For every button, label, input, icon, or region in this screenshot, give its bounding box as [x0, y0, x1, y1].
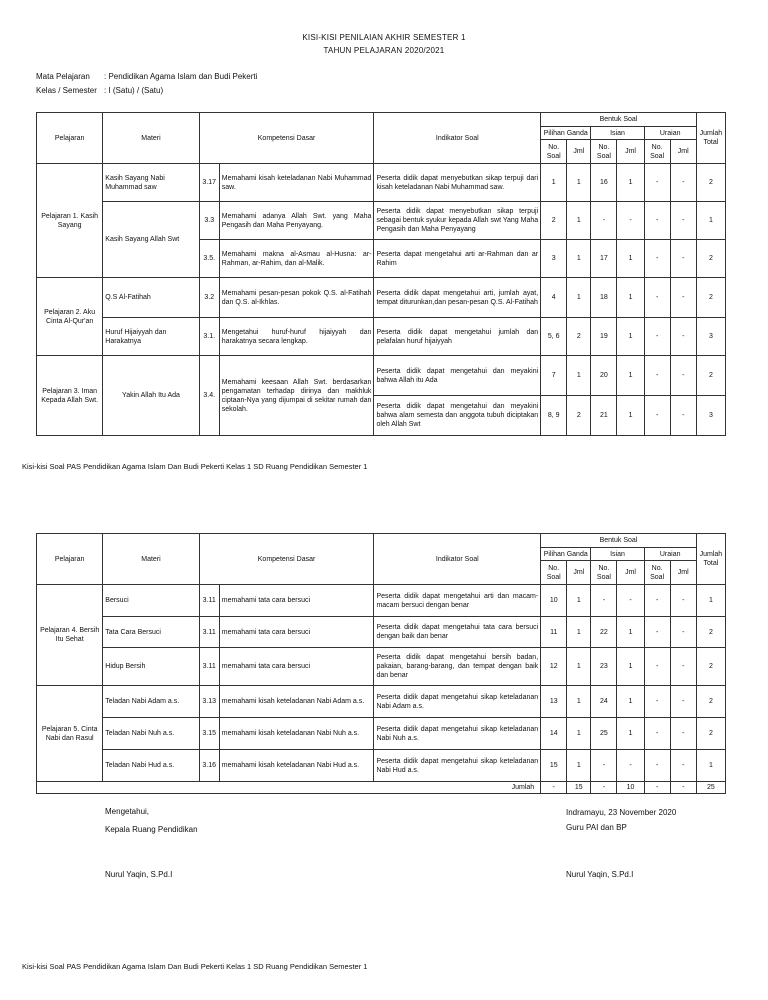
document-title: KISI-KISI PENILAIAN AKHIR SEMESTER 1	[302, 33, 466, 42]
header-jml: Jml	[670, 561, 696, 585]
total-cell: 2	[696, 718, 725, 750]
pg-no: 12	[541, 648, 567, 686]
kd-cell: Memahami keesaan Allah Swt. berdasarkan pengamatan terhadap dirinya dan makhluk ciptaan-Nya yang dijumpai di sekitar rumah dan sekolah.	[219, 356, 374, 436]
pg-no: 10	[541, 585, 567, 617]
pg-jml: 1	[567, 164, 591, 202]
isian-no: 25	[591, 718, 617, 750]
pg-no: 14	[541, 718, 567, 750]
kd-cell: Memahami adanya Allah Swt. yang Maha Pengasih dan Maha Penyayang.	[219, 202, 374, 240]
isian-jml: 1	[617, 648, 644, 686]
materi-cell: Yakin Allah Itu Ada	[103, 356, 199, 436]
materi-cell: Teladan Nabi Adam a.s.	[103, 686, 199, 718]
kisi-table-2	[36, 533, 726, 794]
pg-no: 15	[541, 750, 567, 782]
jumlah-uraian-no: -	[644, 782, 670, 794]
header-no-soal: No. Soal	[644, 140, 670, 164]
indikator-cell: Peserta didik dapat mengetahui dan meyakini bahwa Allah itu Ada	[374, 356, 541, 396]
pg-jml: 1	[567, 750, 591, 782]
indikator-cell: Peserta didik dapat mengetahui dan meyakini bahwa alam semesta dan anggota tubuh diciptakan oleh Allah Swt	[374, 396, 541, 436]
indikator-cell: Peserta dapat mengetahui arti ar-Rahman dan ar Rahim	[374, 240, 541, 278]
isian-no: 19	[591, 318, 617, 356]
uraian-no: -	[644, 617, 670, 648]
isian-no: -	[591, 585, 617, 617]
pg-jml: 1	[567, 686, 591, 718]
footer-caption: Kisi-kisi Soal PAS Pendidikan Agama Islam Dan Budi Pekerti Kelas 1 SD Ruang Pendidikan Semester 1	[22, 962, 368, 971]
header-jumlah-total: Jumlah Total	[696, 113, 725, 164]
total-cell: 1	[696, 202, 725, 240]
header-bentuk-soal: Bentuk Soal	[541, 534, 697, 548]
pg-no: 8, 9	[541, 396, 567, 436]
pg-no: 5, 6	[541, 318, 567, 356]
kd-number: 3.1.	[199, 318, 219, 356]
kd-number: 3.2	[199, 278, 219, 318]
uraian-jml: -	[670, 750, 696, 782]
materi-cell: Teladan Nabi Nuh a.s.	[103, 718, 199, 750]
isian-jml: 1	[617, 164, 644, 202]
pg-no: 2	[541, 202, 567, 240]
kd-number: 3.11	[199, 585, 219, 617]
materi-cell: Hidup Bersih	[103, 648, 199, 686]
isian-jml: 1	[617, 617, 644, 648]
kd-cell: Mengetahui huruf-huruf hijaiyyah dan harakatnya secara lengkap.	[219, 318, 374, 356]
materi-cell: Kasih Sayang Allah Swt	[103, 202, 199, 278]
header-pilihan-ganda: Pilihan Ganda	[541, 127, 591, 140]
header-no-soal: No. Soal	[541, 140, 567, 164]
uraian-no: -	[644, 585, 670, 617]
mapel-label: Mata Pelajaran	[36, 72, 90, 81]
pelajaran-cell: Pelajaran 1. Kasih Sayang	[37, 164, 103, 278]
kd-cell: Memahami pesan-pesan pokok Q.S. al-Fatihah dan Q.S. al-Ikhlas.	[219, 278, 374, 318]
pelajaran-cell: Pelajaran 4. Bersih Itu Sehat	[37, 585, 103, 686]
pg-jml: 2	[567, 318, 591, 356]
indikator-cell: Peserta didik dapat mengetahui tata cara bersuci dengan baik dan benar	[374, 617, 541, 648]
indikator-cell: Peserta didik dapat mengetahui arti dan macam-macam bersuci dengan benar	[374, 585, 541, 617]
signature-left-line1: Mengetahui,	[105, 807, 150, 816]
header-no-soal: No. Soal	[591, 140, 617, 164]
header-kompetensi: Kompetensi Dasar	[199, 113, 374, 164]
uraian-no: -	[644, 164, 670, 202]
indikator-cell: Peserta didik dapat mengetahui jumlah dan pelafalan huruf hijaiyyah	[374, 318, 541, 356]
kd-cell: Memahami kisah keteladanan Nabi Muhammad saw.	[219, 164, 374, 202]
isian-jml: 1	[617, 240, 644, 278]
jumlah-label: Jumlah	[37, 782, 541, 794]
indikator-cell: Peserta didik dapat mengetahui sikap keteladanan Nabi Nuh a.s.	[374, 718, 541, 750]
materi-cell: Kasih Sayang Nabi Muhammad saw	[103, 164, 199, 202]
isian-jml: -	[617, 202, 644, 240]
pg-no: 4	[541, 278, 567, 318]
total-cell: 2	[696, 240, 725, 278]
header-materi: Materi	[103, 534, 199, 585]
isian-jml: 1	[617, 718, 644, 750]
header-jml: Jml	[617, 140, 644, 164]
isian-jml: -	[617, 750, 644, 782]
pg-jml: 1	[567, 356, 591, 396]
total-cell: 1	[696, 585, 725, 617]
materi-cell: Teladan Nabi Hud a.s.	[103, 750, 199, 782]
uraian-jml: -	[670, 648, 696, 686]
pg-no: 13	[541, 686, 567, 718]
uraian-jml: -	[670, 396, 696, 436]
uraian-jml: -	[670, 617, 696, 648]
header-isian: Isian	[591, 548, 644, 561]
header-bentuk-soal: Bentuk Soal	[541, 113, 697, 127]
header-indikator: Indikator Soal	[374, 534, 541, 585]
pg-jml: 1	[567, 585, 591, 617]
uraian-no: -	[644, 278, 670, 318]
kd-cell: memahami kisah keteladanan Nabi Adam a.s.	[219, 686, 374, 718]
kd-number: 3.11	[199, 617, 219, 648]
kd-number: 3.13	[199, 686, 219, 718]
uraian-no: -	[644, 750, 670, 782]
total-cell: 2	[696, 686, 725, 718]
document-subtitle: TAHUN PELAJARAN 2020/2021	[323, 46, 445, 55]
header-kompetensi: Kompetensi Dasar	[199, 534, 374, 585]
jumlah-pg-jml: 15	[567, 782, 591, 794]
uraian-no: -	[644, 686, 670, 718]
isian-no: 22	[591, 617, 617, 648]
uraian-no: -	[644, 718, 670, 750]
kd-cell: memahami kisah keteladanan Nabi Nuh a.s.	[219, 718, 374, 750]
isian-jml: 1	[617, 278, 644, 318]
kd-number: 3.5.	[199, 240, 219, 278]
pg-no: 1	[541, 164, 567, 202]
table-row	[37, 648, 726, 686]
kd-number: 3.17	[199, 164, 219, 202]
header-uraian: Uraian	[644, 548, 696, 561]
pelajaran-cell: Pelajaran 5. Cinta Nabi dan Rasul	[37, 686, 103, 782]
table-row	[37, 318, 726, 356]
isian-jml: -	[617, 585, 644, 617]
uraian-jml: -	[670, 240, 696, 278]
kisi-table-1	[36, 112, 726, 436]
pg-jml: 1	[567, 617, 591, 648]
jumlah-pg-no: -	[541, 782, 567, 794]
header-jml: Jml	[670, 140, 696, 164]
signature-right-role: Guru PAI dan BP	[566, 823, 627, 832]
uraian-no: -	[644, 356, 670, 396]
isian-jml: 1	[617, 686, 644, 718]
uraian-jml: -	[670, 718, 696, 750]
isian-no: 20	[591, 356, 617, 396]
header-no-soal: No. Soal	[591, 561, 617, 585]
table-row	[37, 686, 726, 718]
uraian-no: -	[644, 202, 670, 240]
header-materi: Materi	[103, 113, 199, 164]
pg-jml: 1	[567, 648, 591, 686]
uraian-jml: -	[670, 318, 696, 356]
kelas-label: Kelas / Semester	[36, 86, 97, 95]
header-no-soal: No. Soal	[644, 561, 670, 585]
uraian-no: -	[644, 396, 670, 436]
pelajaran-cell: Pelajaran 3. Iman Kepada Allah Swt.	[37, 356, 103, 436]
pg-no: 11	[541, 617, 567, 648]
footer-caption: Kisi-kisi Soal PAS Pendidikan Agama Islam Dan Budi Pekerti Kelas 1 SD Ruang Pendidikan Semester 1	[22, 462, 368, 471]
pg-jml: 1	[567, 202, 591, 240]
indikator-cell: Peserta didik dapat mengetahui arti, jumlah ayat, tempat diturunkan,dan pesan-pesan Q.S. Al-Fatihah	[374, 278, 541, 318]
table-row	[37, 356, 726, 396]
total-cell: 2	[696, 648, 725, 686]
materi-cell: Q.S Al-Fatihah	[103, 278, 199, 318]
signature-right-date: Indramayu, 23 November 2020	[566, 808, 677, 817]
kd-cell: memahami kisah keteladanan Nabi Hud a.s.	[219, 750, 374, 782]
isian-no: -	[591, 202, 617, 240]
isian-no: 17	[591, 240, 617, 278]
isian-no: 24	[591, 686, 617, 718]
indikator-cell: Peserta didik dapat menyebutkan sikap terpuji dari kisah keteladanan Nabi Muhammad saw.	[374, 164, 541, 202]
table-row	[37, 202, 726, 240]
table-row	[37, 164, 726, 202]
materi-cell: Bersuci	[103, 585, 199, 617]
signature-left-role: Kepala Ruang Pendidikan	[105, 825, 198, 834]
isian-no: 16	[591, 164, 617, 202]
header-pilihan-ganda: Pilihan Ganda	[541, 548, 591, 561]
pg-jml: 1	[567, 240, 591, 278]
total-cell: 3	[696, 396, 725, 436]
jumlah-total: 25	[696, 782, 725, 794]
total-cell: 3	[696, 318, 725, 356]
table-row	[37, 718, 726, 750]
uraian-jml: -	[670, 164, 696, 202]
kd-number: 3.3	[199, 202, 219, 240]
header-no-soal: No. Soal	[541, 561, 567, 585]
kd-number: 3.16	[199, 750, 219, 782]
header-jml: Jml	[567, 140, 591, 164]
materi-cell: Tata Cara Bersuci	[103, 617, 199, 648]
isian-no: 18	[591, 278, 617, 318]
uraian-jml: -	[670, 686, 696, 718]
isian-no: -	[591, 750, 617, 782]
header-indikator: Indikator Soal	[374, 113, 541, 164]
kd-cell: memahami tata cara bersuci	[219, 617, 374, 648]
header-jml: Jml	[617, 561, 644, 585]
pg-jml: 1	[567, 278, 591, 318]
table-row	[37, 585, 726, 617]
uraian-jml: -	[670, 278, 696, 318]
header-isian: Isian	[591, 127, 644, 140]
mapel-value: : Pendidikan Agama Islam dan Budi Pekerti	[104, 72, 258, 81]
header-pelajaran: Pelajaran	[37, 113, 103, 164]
kd-number: 3.4.	[199, 356, 219, 436]
jumlah-uraian-jml: -	[670, 782, 696, 794]
table-row	[37, 750, 726, 782]
uraian-jml: -	[670, 356, 696, 396]
kd-number: 3.11	[199, 648, 219, 686]
kd-cell: Memahami makna al-Asmau al-Husna: ar-Rahman, ar-Rahim, dan al-Malik.	[219, 240, 374, 278]
uraian-jml: -	[670, 585, 696, 617]
isian-jml: 1	[617, 396, 644, 436]
total-cell: 2	[696, 164, 725, 202]
uraian-no: -	[644, 318, 670, 356]
pg-no: 3	[541, 240, 567, 278]
isian-jml: 1	[617, 318, 644, 356]
total-cell: 2	[696, 356, 725, 396]
header-jml: Jml	[567, 561, 591, 585]
jumlah-isian-no: -	[591, 782, 617, 794]
kd-number: 3.15	[199, 718, 219, 750]
kelas-value: : I (Satu) / (Satu)	[104, 86, 164, 95]
header-pelajaran: Pelajaran	[37, 534, 103, 585]
kd-cell: memahami tata cara bersuci	[219, 648, 374, 686]
pg-jml: 2	[567, 396, 591, 436]
pelajaran-cell: Pelajaran 2. Aku Cinta Al-Qur'an	[37, 278, 103, 356]
uraian-no: -	[644, 240, 670, 278]
table-row	[37, 617, 726, 648]
jumlah-isian-jml: 10	[617, 782, 644, 794]
materi-cell: Huruf Hijaiyyah dan Harakatnya	[103, 318, 199, 356]
total-cell: 2	[696, 278, 725, 318]
isian-no: 21	[591, 396, 617, 436]
indikator-cell: Peserta didik dapat menyebutkan sikap terpuji sebagai bentuk syukur kepada Allah swt Yang Maha Pengasih dan Maha Penyayang	[374, 202, 541, 240]
indikator-cell: Peserta didik dapat mengetahui sikap keteladanan Nabi Hud a.s.	[374, 750, 541, 782]
pg-jml: 1	[567, 718, 591, 750]
isian-no: 23	[591, 648, 617, 686]
uraian-no: -	[644, 648, 670, 686]
uraian-jml: -	[670, 202, 696, 240]
indikator-cell: Peserta didik dapat mengetahui bersih badan, pakaian, barang-barang, dan tempat dengan baik dan benar	[374, 648, 541, 686]
isian-jml: 1	[617, 356, 644, 396]
signature-right-name: Nurul Yaqin, S.Pd.I	[566, 870, 634, 879]
indikator-cell: Peserta didik dapat mengetahui sikap keteladanan Nabi Adam a.s.	[374, 686, 541, 718]
signature-left-name: Nurul Yaqin, S.Pd.I	[105, 870, 173, 879]
header-uraian: Uraian	[644, 127, 696, 140]
header-jumlah-total: Jumlah Total	[696, 534, 725, 585]
kd-cell: memahami tata cara bersuci	[219, 585, 374, 617]
total-cell: 1	[696, 750, 725, 782]
pg-no: 7	[541, 356, 567, 396]
jumlah-row	[37, 782, 726, 794]
total-cell: 2	[696, 617, 725, 648]
table-row	[37, 278, 726, 318]
